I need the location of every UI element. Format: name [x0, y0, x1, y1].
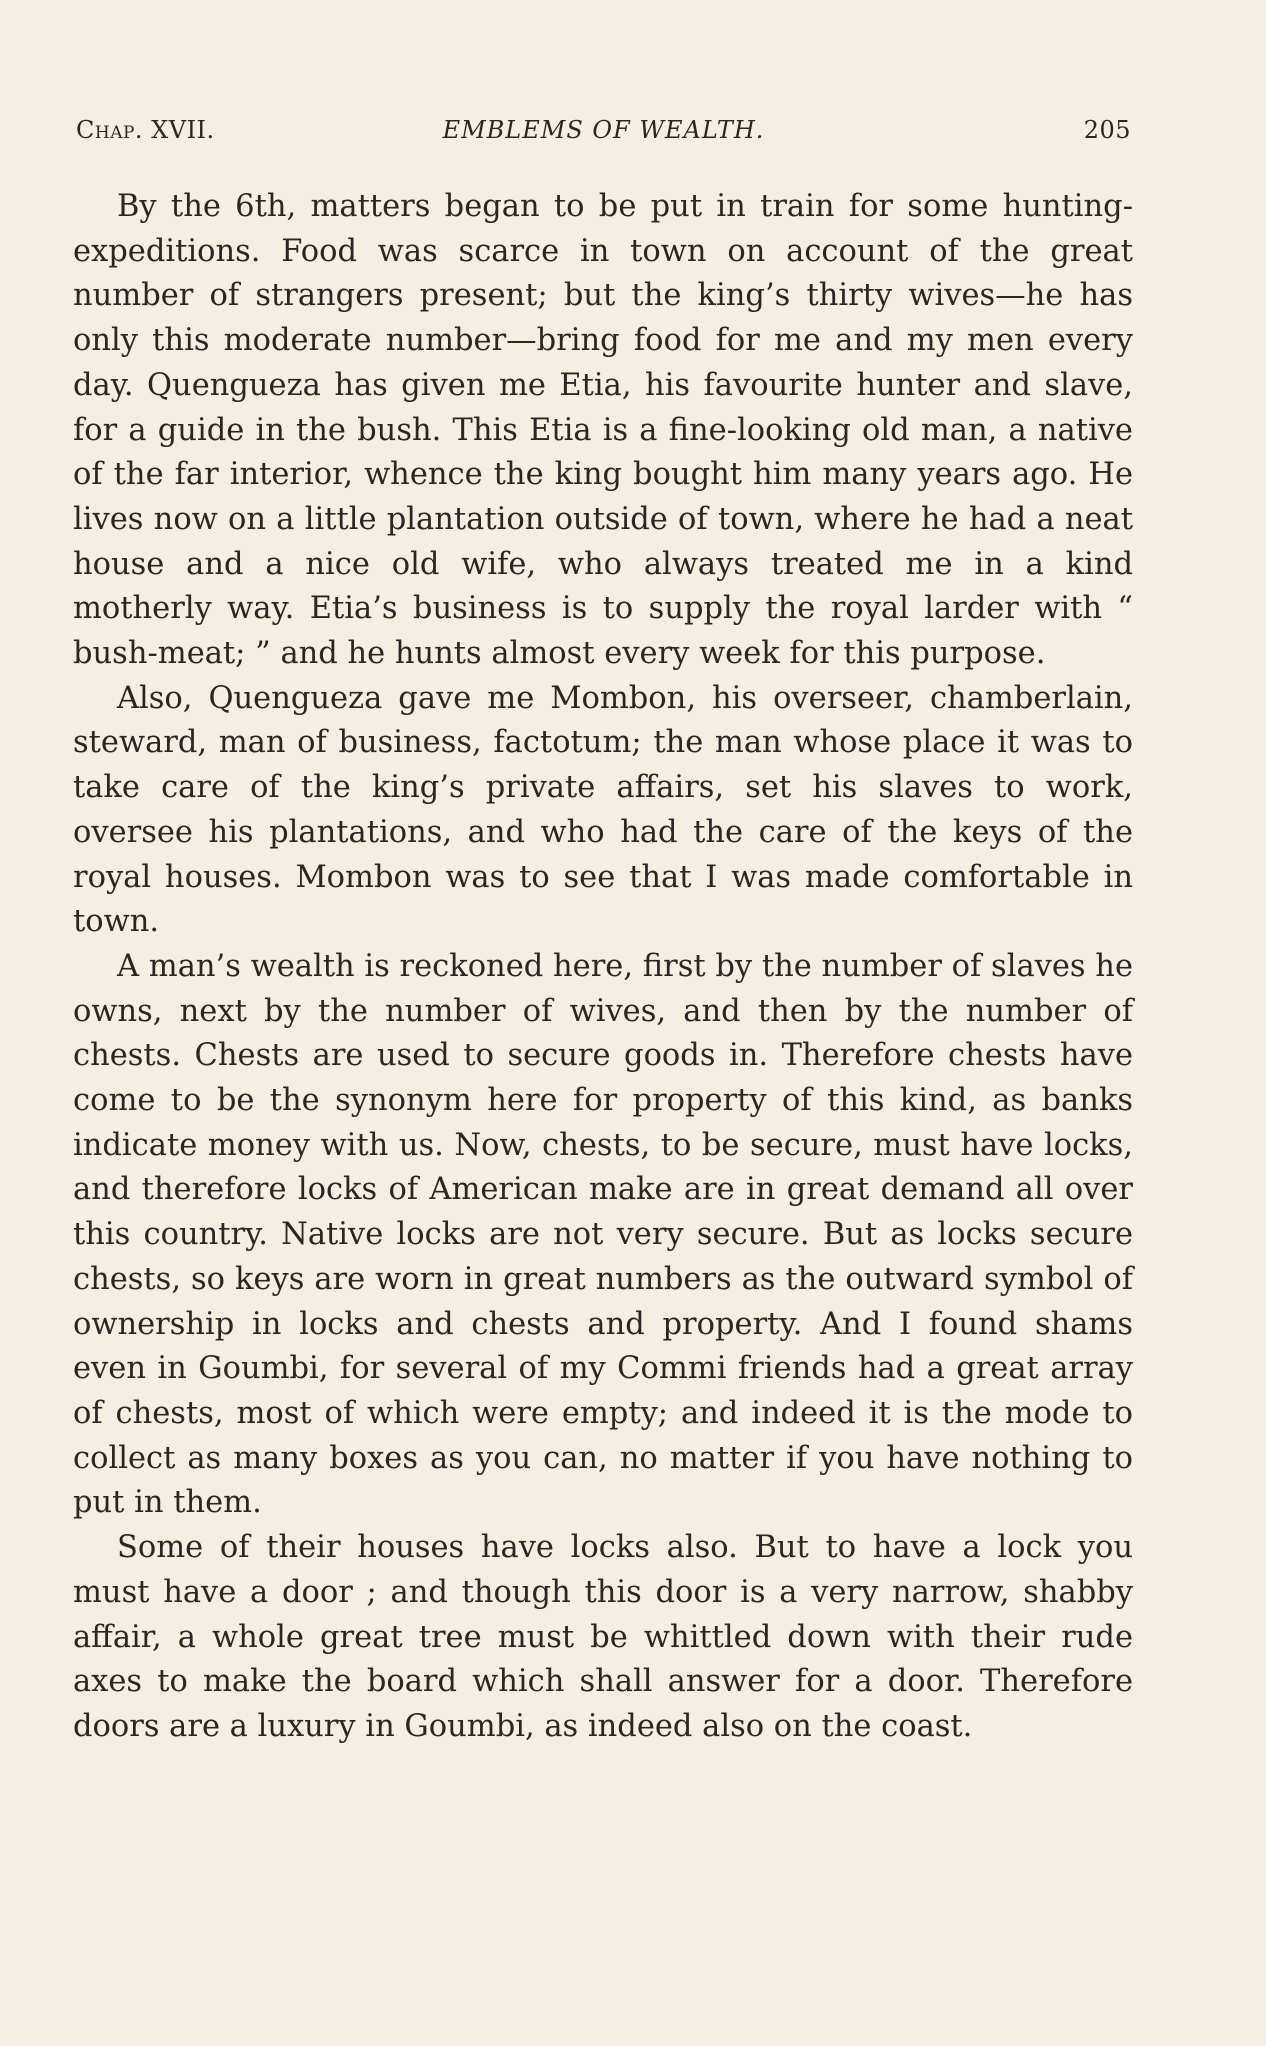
running-header — [76, 116, 1131, 156]
page-number: 205 — [1083, 116, 1131, 144]
chapter-label: Chap. XVII. — [76, 116, 215, 144]
paragraph-doors: Some of their houses have locks also. But to have a lock you must have a door ; and though this door is a very narrow, shabby affair, a whole great tree must be whittled down with their rude axes to make the board which shall answer for a door. Therefore doors are a luxury in Goumbi, as indeed also on the coast. — [73, 1530, 1133, 1744]
paragraph-hunting-expeditions: By the 6th, matters began to be put in train for some hunting-expeditions. Food was scarce in town on account of the great number of strangers present; but the king’s thirty wives—he has only this moderate number—bring food for me and my men every day. Quengueza has given me Etia, his favourite hunter and slave, for a guide in the bush. This Etia is a fine-looking old man, a native of the far interior, whence the king bought him many years ago. He lives now on a little plantation outside of town, where he had a neat house and a nice old wife, who always treated me in a kind motherly way. Etia’s business is to supply the royal larder with “ bush-meat; ” and he hunts almost every week for this purpose. — [73, 189, 1133, 672]
paragraph-wealth: A man’s wealth is reckoned here, first by the number of slaves he owns, next by the number of wives, and then by the number of chests. Chests are used to secure goods in. Therefore chests have come to be the synonym here for property of this kind, as banks indicate money with us. Now, chests, to be secure, must have locks, and therefore locks of American make are in great demand all over this country. Native locks are not very secure. But as locks secure chests, so keys are worn in great numbers as the outward symbol of ownership in locks and chests and property. And I found shams even in Goumbi, for several of my Commi friends had a great array of chests, most of which were empty; and indeed it is the mode to collect as many boxes as you can, no matter if you have nothing to put in them. — [73, 948, 1133, 1521]
running-title: EMBLEMS OF WEALTH. — [442, 116, 765, 144]
paragraph-mombon: Also, Quengueza gave me Mombon, his overseer, chamberlain, steward, man of business, factotum; the man whose place it was to take care of the king’s private affairs, set his slaves to work, oversee his plantations, and who had the care of the keys of the royal houses. Mombon was to see that I was made comfortable in town. — [73, 680, 1133, 940]
body-text — [73, 185, 1133, 1750]
